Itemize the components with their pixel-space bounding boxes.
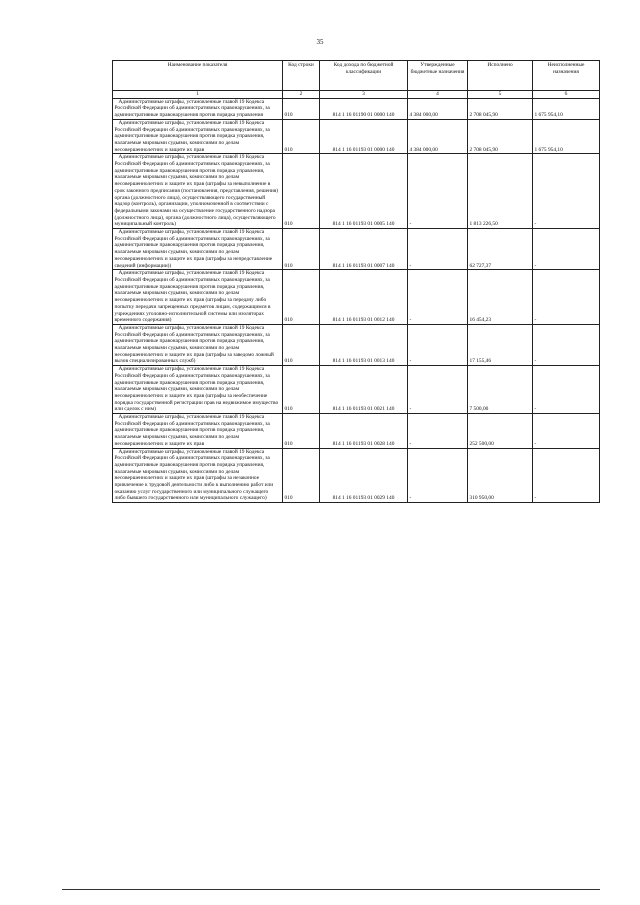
line-code: 010 xyxy=(283,414,320,449)
indicator-name: Административные штрафы, установленные главой 19 Кодекса Российской Федерации об административных правонарушениях, за административные правонарушения против порядка управления, налагаемые мировыми судьями, комиссиями по делам несовершеннолетних и защите их прав (штрафы за передачу либо попытку передачи запрещенных предметов лицам, содержащимся в учреждениях уголовно-исполнительной системы или изоляторах временного содержания) xyxy=(113,270,283,325)
executed-amount: 7 500,00 xyxy=(468,366,533,414)
table-row xyxy=(113,98,600,119)
income-code: 814 1 16 01193 01 0029 140 xyxy=(320,448,408,503)
column-number: 1 xyxy=(113,91,283,99)
column-number: 4 xyxy=(408,91,468,99)
column-number: 6 xyxy=(533,91,600,99)
approved-amount: - xyxy=(408,324,468,365)
header-executed: Исполнено xyxy=(468,61,533,91)
unexecuted-amount: - xyxy=(533,414,600,449)
income-code: 814 1 16 01193 01 0005 140 xyxy=(320,154,408,229)
approved-amount: - xyxy=(408,414,468,449)
unexecuted-amount: 1 675 954,10 xyxy=(533,98,600,119)
approved-amount: 4 384 000,00 xyxy=(408,98,468,119)
unexecuted-amount: - xyxy=(533,154,600,229)
table-row xyxy=(113,154,600,229)
line-code: 010 xyxy=(283,154,320,229)
table-row xyxy=(113,324,600,365)
income-code: 814 1 16 01190 01 0000 140 xyxy=(320,98,408,119)
approved-amount: 4 384 000,00 xyxy=(408,119,468,154)
budget-report-table xyxy=(112,60,600,503)
table-row xyxy=(113,414,600,449)
income-code: 814 1 16 01193 01 0028 140 xyxy=(320,414,408,449)
indicator-name: Административные штрафы, установленные главой 19 Кодекса Российской Федерации об административных правонарушениях, за административные правонарушения против порядка управления, налагаемые мировыми судьями, комиссиями по делам несовершеннолетних и защите их прав (штрафы за заведомо ложный вызов специализированных служб) xyxy=(113,324,283,365)
table-row xyxy=(113,229,600,270)
indicator-name: Административные штрафы, установленные главой 19 Кодекса Российской Федерации об административных правонарушениях, за административные правонарушения против порядка управления, налагаемые мировыми судьями, комиссиями по делам несовершеннолетних и защите их прав xyxy=(113,414,283,449)
indicator-name: Административные штрафы, установленные главой 19 Кодекса Российской Федерации об административных правонарушениях, за административные правонарушения против порядка управления, налагаемые мировыми судьями, комиссиями по делам несовершеннолетних и защите их прав (штрафы за незаконное привлечение к трудовой деятельности либо к выполнению работ или оказанию услуг государственного или муниципального служащего либо бывшего государственного или муниципального служащего) xyxy=(113,448,283,503)
executed-amount: 310 950,00 xyxy=(468,448,533,503)
approved-amount: - xyxy=(408,448,468,503)
approved-amount: - xyxy=(408,366,468,414)
unexecuted-amount: - xyxy=(533,366,600,414)
income-code: 814 1 16 01193 01 0000 140 xyxy=(320,119,408,154)
table-row xyxy=(113,448,600,503)
header-unexecuted: Неисполненные назначения xyxy=(533,61,600,91)
executed-amount: 2 708 045,90 xyxy=(468,119,533,154)
unexecuted-amount: - xyxy=(533,229,600,270)
table-row xyxy=(113,270,600,325)
executed-amount: 2 708 045,90 xyxy=(468,98,533,119)
indicator-name: Административные штрафы, установленные главой 19 Кодекса Российской Федерации об административных правонарушениях, за административные правонарушения против порядка управления, налагаемые мировыми судьями, комиссиями по делам несовершеннолетних и защите их прав (штрафы за невыполнение в срок законного предписания (постановления, представления, решения) органа (должностного лица), осуществляющего государственный надзор (контроль), организации, уполномоченной в соответствии с федеральными законами на осуществление государственного надзора (должностного лица), органа (должностного лица), осуществляющего муниципальный контроль) xyxy=(113,154,283,229)
executed-amount: 1 813 226,50 xyxy=(468,154,533,229)
unexecuted-amount: 1 675 954,10 xyxy=(533,119,600,154)
executed-amount: 16 454,23 xyxy=(468,270,533,325)
column-number: 3 xyxy=(320,91,408,99)
indicator-name: Административные штрафы, установленные главой 19 Кодекса Российской Федерации об административных правонарушениях, за административные правонарушения против порядка управления, налагаемые мировыми судьями, комиссиями по делам несовершеннолетних и защите их прав (штрафы за необеспечение порядка государственной регистрации прав на недвижимое имущество или сделок с ним) xyxy=(113,366,283,414)
indicator-name: Административные штрафы, установленные главой 19 Кодекса Российской Федерации об административных правонарушениях, за административные правонарушения против порядка управления, налагаемые мировыми судьями, комиссиями по делам несовершеннолетних и защите их прав (штрафы за непредставление сведений (информации)) xyxy=(113,229,283,270)
indicator-name: Административные штрафы, установленные главой 19 Кодекса Российской Федерации об административных правонарушениях, за административные правонарушения против порядка управления, налагаемые мировыми судьями, комиссиями по делам несовершеннолетних и защите их прав xyxy=(113,119,283,154)
table-row xyxy=(113,366,600,414)
bottom-rule xyxy=(62,889,600,890)
table-row xyxy=(113,119,600,154)
line-code: 010 xyxy=(283,366,320,414)
header-income-code: Код дохода по бюджетной классификации xyxy=(320,61,408,91)
column-number: 2 xyxy=(283,91,320,99)
approved-amount: - xyxy=(408,229,468,270)
header-row xyxy=(113,61,600,91)
column-number-row xyxy=(113,91,600,99)
approved-amount: - xyxy=(408,154,468,229)
column-number: 5 xyxy=(468,91,533,99)
header-indicator-name: Наименование показателя xyxy=(113,61,283,91)
line-code: 010 xyxy=(283,229,320,270)
unexecuted-amount: - xyxy=(533,324,600,365)
income-code: 814 1 16 01193 01 0021 140 xyxy=(320,366,408,414)
header-line-code: Код строки xyxy=(283,61,320,91)
page-number: 35 xyxy=(316,38,324,46)
line-code: 010 xyxy=(283,119,320,154)
line-code: 010 xyxy=(283,324,320,365)
indicator-name: Административные штрафы, установленные главой 19 Кодекса Российской Федерации об административных правонарушениях, за административные правонарушения против порядка управления xyxy=(113,98,283,119)
approved-amount: - xyxy=(408,270,468,325)
line-code: 010 xyxy=(283,98,320,119)
line-code: 010 xyxy=(283,448,320,503)
header-approved: Утвержденные бюджетные назначения xyxy=(408,61,468,91)
income-code: 814 1 16 01193 01 0012 140 xyxy=(320,270,408,325)
income-code: 814 1 16 01193 01 0007 140 xyxy=(320,229,408,270)
executed-amount: 62 727,37 xyxy=(468,229,533,270)
executed-amount: 252 500,00 xyxy=(468,414,533,449)
unexecuted-amount: - xyxy=(533,448,600,503)
income-code: 814 1 16 01193 01 0013 140 xyxy=(320,324,408,365)
executed-amount: 17 155,46 xyxy=(468,324,533,365)
line-code: 010 xyxy=(283,270,320,325)
unexecuted-amount: - xyxy=(533,270,600,325)
